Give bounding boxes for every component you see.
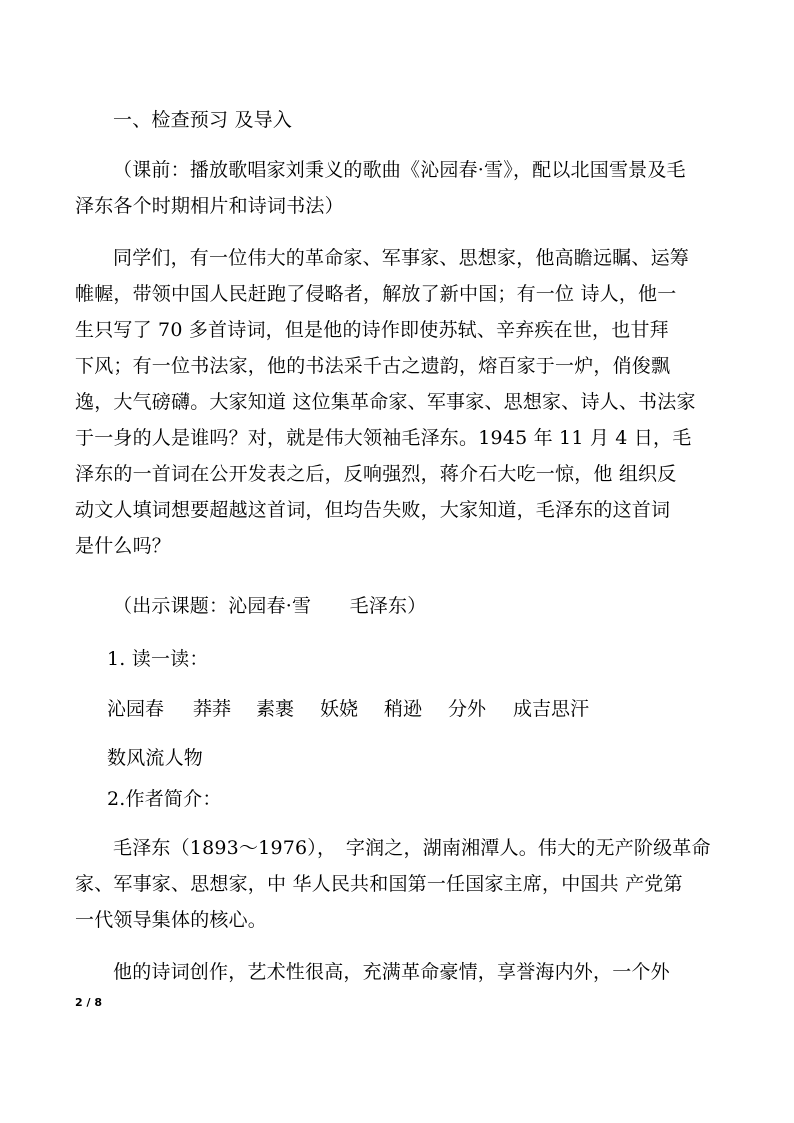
vocab-line-2: 数风流人物 <box>107 747 204 769</box>
topic-line: （出示课题：沁园春·雪 毛泽东） <box>113 595 427 617</box>
poetry-paragraph-line: 他的诗词创作，艺术性很高，充满革命豪情，享誉海内外，一个外 <box>113 961 670 983</box>
page-number: 2 / 8 <box>75 996 102 1009</box>
section-heading-author: 2.作者简介： <box>107 788 222 810</box>
vocab-word: 稍逊 <box>384 698 423 720</box>
intro-paragraph-line: （课前：播放歌唱家刘秉义的歌曲《沁园春·雪》，配以北国雪景及毛 <box>113 159 686 181</box>
vocab-word: 莽莽 <box>193 698 232 720</box>
author-paragraph-line: 一代领导集体的核心。 <box>75 909 268 931</box>
author-paragraph-line: 家、军事家、思想家，中 华人民共和国第一任国家主席，中国共 产党第 <box>75 873 683 895</box>
main-paragraph-line: 下风；有一位书法家，他的书法采千古之遗韵，熔百家于一炉，俏俊飘 <box>75 355 671 377</box>
main-paragraph-line: 逸，大气磅礴。大家知道 这位集革命家、军事家、思想家、诗人、书法家 <box>75 391 696 413</box>
main-paragraph-line: 同学们，有一位伟大的革命家、军事家、思想家，他高瞻远瞩、运筹 <box>113 247 690 269</box>
main-paragraph-line: 是什么吗？ <box>75 535 172 557</box>
vocab-word: 成吉思汗 <box>513 698 590 720</box>
main-paragraph-line: 泽东的一首词在公开发表之后，反响强烈，蒋介石大吃一惊，他 组织反 <box>75 463 677 485</box>
vocab-word: 素裹 <box>256 698 295 720</box>
vocab-word: 分外 <box>448 698 487 720</box>
vocab-word: 妖娆 <box>320 698 359 720</box>
vocab-word: 沁园春 <box>107 698 165 720</box>
intro-paragraph-line: 泽东各个时期相片和诗词书法） <box>75 195 344 217</box>
main-paragraph-line: 生只写了 70 多首诗词，但是他的诗作即使苏轼、辛弃疾在世，也甘拜 <box>75 319 669 341</box>
main-paragraph-line: 动文人填词想要超越这首词，但均告失败，大家知道，毛泽东的这首词 <box>75 499 671 521</box>
section-heading-read: 1. 读一读： <box>107 648 209 670</box>
main-paragraph-line: 于一身的人是谁吗？对，就是伟大领袖毛泽东。1945 年 11 月 4 日，毛 <box>75 427 692 449</box>
main-paragraph-line: 帷幄，带领中国人民赶跑了侵略者，解放了新中国；有一位 诗人，他一 <box>75 283 677 305</box>
section-heading-review: 一、检查预习 及导入 <box>113 109 293 131</box>
author-paragraph-line: 毛泽东（1893～1976）， 字润之，湖南湘潭人。伟大的无产阶级革命 <box>113 837 711 859</box>
